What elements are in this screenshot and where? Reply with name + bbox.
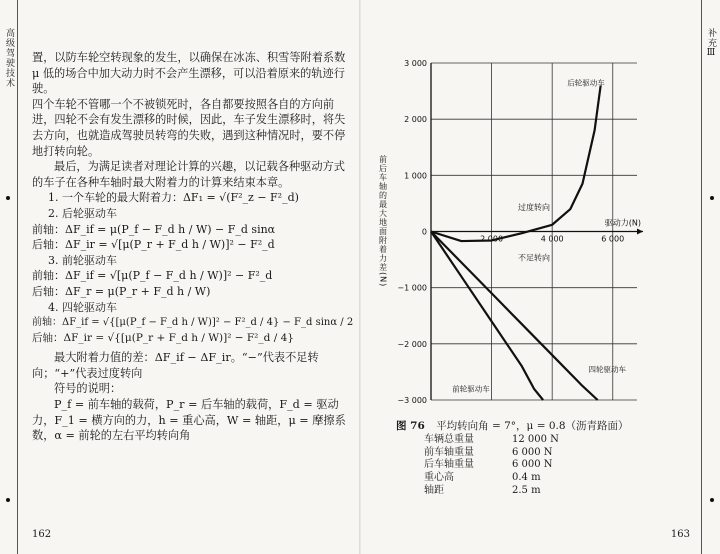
spec-value: 6 000 N [512,459,553,471]
item-4-front-formula: 前轴：ΔF_if = √{[μ(P_f − F_d h / W)]² − F²_d / 4} − F_d sinα / 2 [32,317,354,329]
difference-line: 最大附着力值的差：ΔF_if − ΔF_ir。“−”代表不足转向；“+”代表过度转向 [32,351,319,380]
right-side-dot-2 [710,498,714,502]
chart-axes [431,63,643,400]
y-tick-label: 0 [421,227,427,237]
x-tick-label: 6 000 [601,234,625,244]
spec-row [424,459,559,472]
left-side-dot-2 [6,498,10,502]
y-tick-label: −1 000 [397,283,427,293]
left-page-body [32,50,352,444]
spec-row [424,434,559,447]
y-tick-label: 3 000 [404,59,427,68]
left-side-tab: 高级驾驶技术 [4,28,14,88]
series-label-front-drive: 前轮驱动车 [452,384,490,394]
item-2-rear-formula: 后轴：ΔF_ir = √[μ(P_r + F_d h / W)]² − F²_d [32,238,275,252]
paragraph-1: 置，以防车轮空转现象的发生，以确保在冰冻、积雪等附着系数 μ 低的场合中加大动力时不会产生漂移，可以沿着原来的轨迹行驶。 [32,51,346,96]
paragraph-3: 最后，为满足读者对理论计算的兴趣，以记载各种驱动方式的车子在各种车轴时最大附着力的计算来结束本章。 [32,160,345,189]
spec-label: 轴距 [424,484,444,496]
spec-row [424,485,559,498]
spec-value: 12 000 N [512,433,559,445]
item-2-heading: 2. 后轮驱动车 [48,206,117,220]
item-4-rear-formula: 后轴：ΔF_ir = √{[μ(P_r + F_d h / W)]² − F²_d / 4} [32,331,294,344]
symbol-title: 符号的说明： [54,382,122,396]
chart-series-lines [431,85,601,400]
figure-76-chart [373,45,653,417]
item-4-heading: 4. 四轮驱动车 [48,300,117,314]
spec-label: 重心高 [424,472,454,484]
x-tick-label: 2 000 [480,234,504,244]
spec-value: 2.5 m [512,484,541,496]
y-tick-label: 1 000 [404,171,427,181]
spec-row [424,447,559,460]
x-axis-label: 驱动力(N) [604,218,641,228]
item-3-heading: 3. 前轮驱动车 [48,253,117,267]
symbol-description: P_f = 前车轴的载荷，P_r = 后车轴的载荷，F_d = 驱动力，F_1 = 横方向的力，h = 重心高，W = 轴距，μ = 摩擦系数，α = 前轮的左右平均转向角 [32,398,346,443]
right-page-edge-line [701,0,702,554]
right-page-number: 163 [670,529,690,540]
series-label-four-wheel-drive: 四轮驱动车 [588,364,627,374]
y-tick-label: −3 000 [397,396,427,405]
spec-value: 0.4 m [512,472,541,484]
item-3-front-formula: 前轴：ΔF_if = √[μ(P_f − F_d h / W)]² − F²_d [32,269,273,283]
spec-label: 前车轴重量 [424,446,474,458]
item-2-front-formula: 前轴：ΔF_if = μ(P_f − F_d h / W) − F_d sinα [32,222,276,236]
paragraph-2: 四个车轮不管哪一个不被锁死时，各自都要按照各自的方向前进，四轮不会有发生漂移的时候，因此，车子发生漂移时，将失去方向，也就造成驾驶员转弯的失败，遇到这种情况时，要不停地打转向轮。 [32,97,346,158]
item-1-heading: 1. 一个车轮的最大附着力：ΔF₁ = √(F²_z − F²_d) [48,191,299,205]
figure-caption [396,420,629,498]
left-page-edge-line [17,0,18,554]
right-side-tab: 补充Ⅲ [706,28,716,59]
figure-number: 图 76 [396,420,425,432]
spec-row [424,472,559,485]
spec-value: 6 000 N [512,446,553,458]
x-tick-label: 4 000 [540,234,564,244]
y-axis-label: 前后车轴的最大地面附着力差(N) [378,155,388,288]
item-3-rear-formula: 后轴：ΔF_r = μ(P_r + F_d h / W) [32,284,211,298]
spec-label: 车辆总重量 [424,433,474,445]
figure-title: 平均转向角 = 7°，μ = 0.8（沥青路面） [436,420,629,432]
right-side-dot-1 [710,196,714,200]
series-line-rear-drive [431,85,601,241]
y-tick-label: 2 000 [404,115,427,125]
zone-label-understeer: 不足转向 [518,253,550,263]
zone-label-oversteer: 过度转向 [518,203,550,213]
left-side-dot-1 [6,196,10,200]
x-axis-arrow [637,229,643,235]
series-line-four-wheel-drive [431,232,598,401]
y-tick-label: −2 000 [397,339,427,349]
series-label-rear-drive: 后轮驱动车 [567,78,605,88]
spec-table [424,434,559,498]
left-page-number: 162 [32,529,52,540]
spec-label: 后车轴重量 [424,459,474,471]
